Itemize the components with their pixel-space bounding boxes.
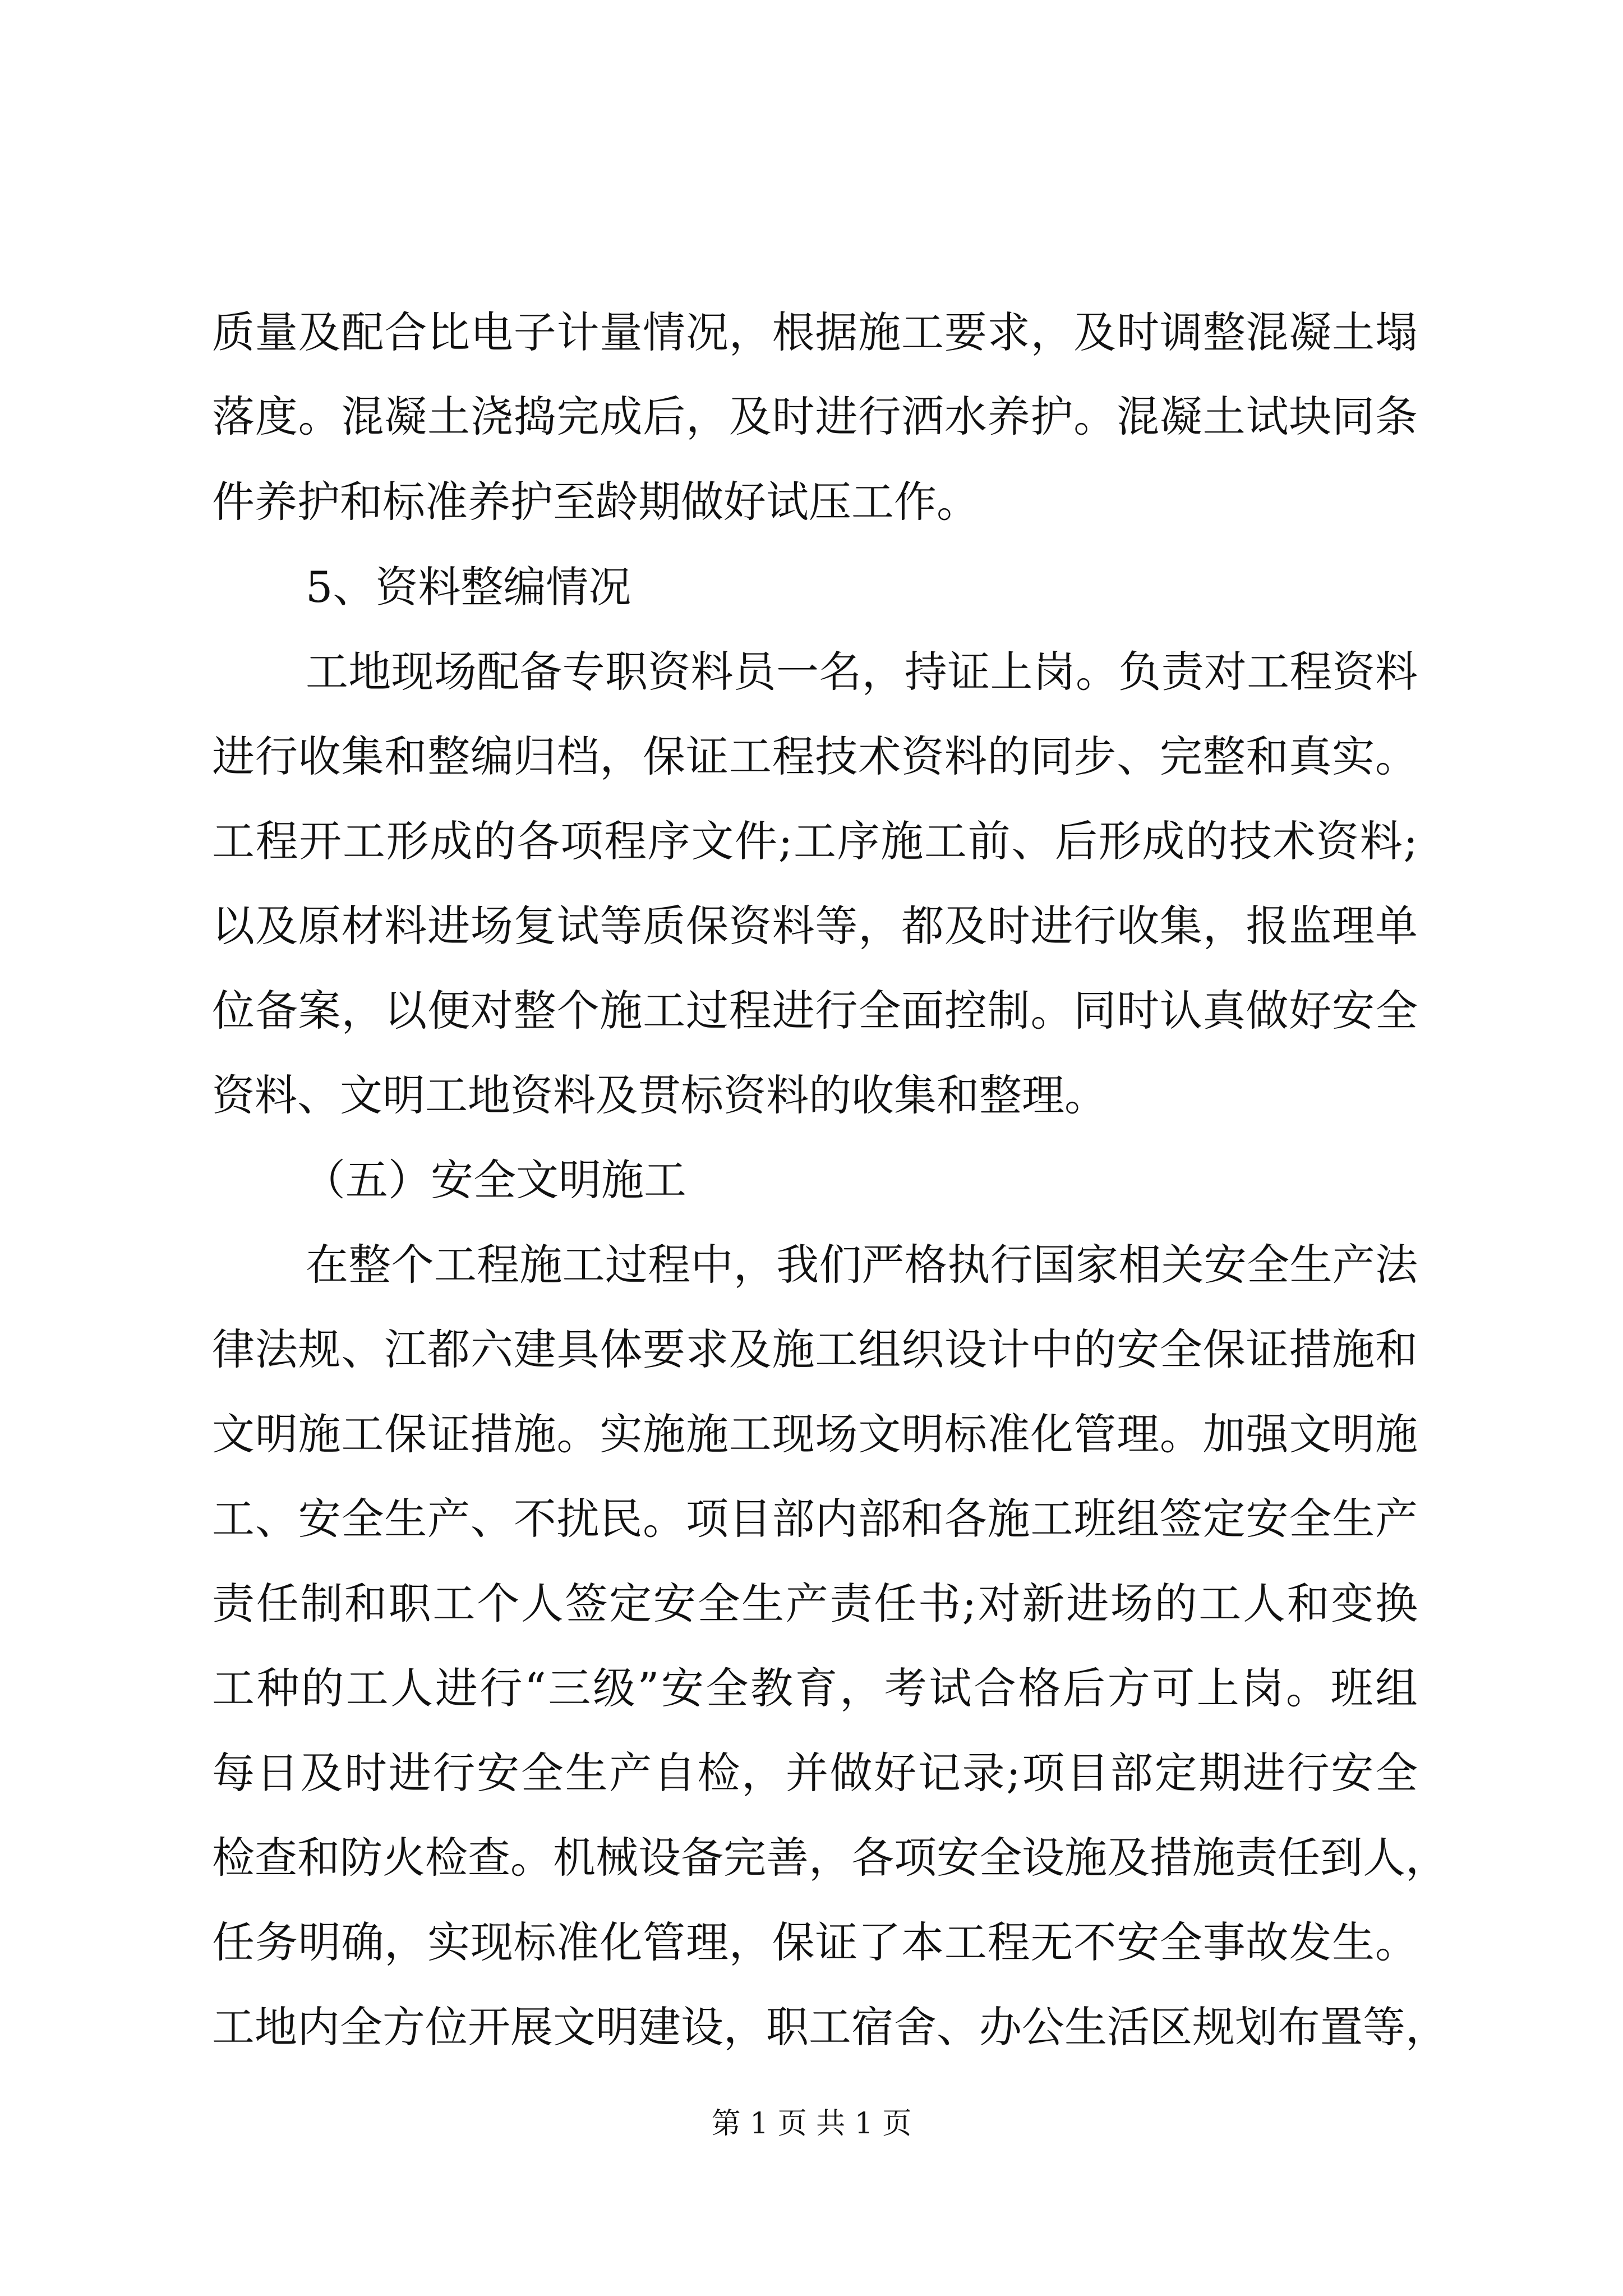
paragraph-line: 任务明确，实现标准化管理，保证了本工程无不安全事故发生。 [212, 1917, 1418, 1967]
paragraph-line: 以及原材料进场复试等质保资料等，都及时进行收集，报监理单 [212, 901, 1418, 951]
paragraph-line: 质量及配合比电子计量情况，根据施工要求，及时调整混凝土塌 [212, 307, 1418, 357]
section-heading-materials: 5、资料整编情况 [306, 562, 631, 612]
paragraph-line: 工地现场配备专职资料员一名，持证上岗。负责对工程资料 [306, 647, 1418, 697]
paragraph-line: 工地内全方位开展文明建设，职工宿舍、办公生活区规划布置等， [212, 2002, 1448, 2052]
paragraph-line: 责任制和职工个人签定安全生产责任书;对新进场的工人和变换 [212, 1579, 1418, 1628]
paragraph-line: 资料、文明工地资料及贯标资料的收集和整理。 [212, 1070, 1107, 1120]
paragraph-line: 落度。混凝土浇捣完成后，及时进行洒水养护。混凝土试块同条 [212, 392, 1418, 441]
paragraph-line: 律法规、江都六建具体要求及施工组织设计中的安全保证措施和 [212, 1324, 1418, 1374]
paragraph-line: 工程开工形成的各项程序文件;工序施工前、后形成的技术资料; [212, 816, 1418, 866]
paragraph-line: 工种的工人进行“三级”安全教育，考试合格后方可上岗。班组 [212, 1663, 1418, 1713]
page-number-footer: 第 1 页 共 1 页 [711, 2107, 912, 2141]
paragraph-line: 进行收集和整编归档，保证工程技术资料的同步、完整和真实。 [212, 731, 1418, 781]
section-heading-safety: （五）安全文明施工 [303, 1155, 686, 1205]
paragraph-line: 每日及时进行安全生产自检，并做好记录;项目部定期进行安全 [212, 1748, 1418, 1798]
paragraph-line: 工、安全生产、不扰民。项目部内部和各施工班组签定安全生产 [212, 1494, 1418, 1544]
paragraph-line: 在整个工程施工过程中，我们严格执行国家相关安全生产法 [306, 1240, 1418, 1290]
paragraph-line: 检查和防火检查。机械设备完善，各项安全设施及措施责任到人， [212, 1833, 1448, 1883]
paragraph-line: 件养护和标准养护至龄期做好试压工作。 [212, 477, 979, 527]
paragraph-line: 文明施工保证措施。实施施工现场文明标准化管理。加强文明施 [212, 1409, 1418, 1459]
paragraph-line: 位备案，以便对整个施工过程进行全面控制。同时认真做好安全 [212, 986, 1418, 1036]
